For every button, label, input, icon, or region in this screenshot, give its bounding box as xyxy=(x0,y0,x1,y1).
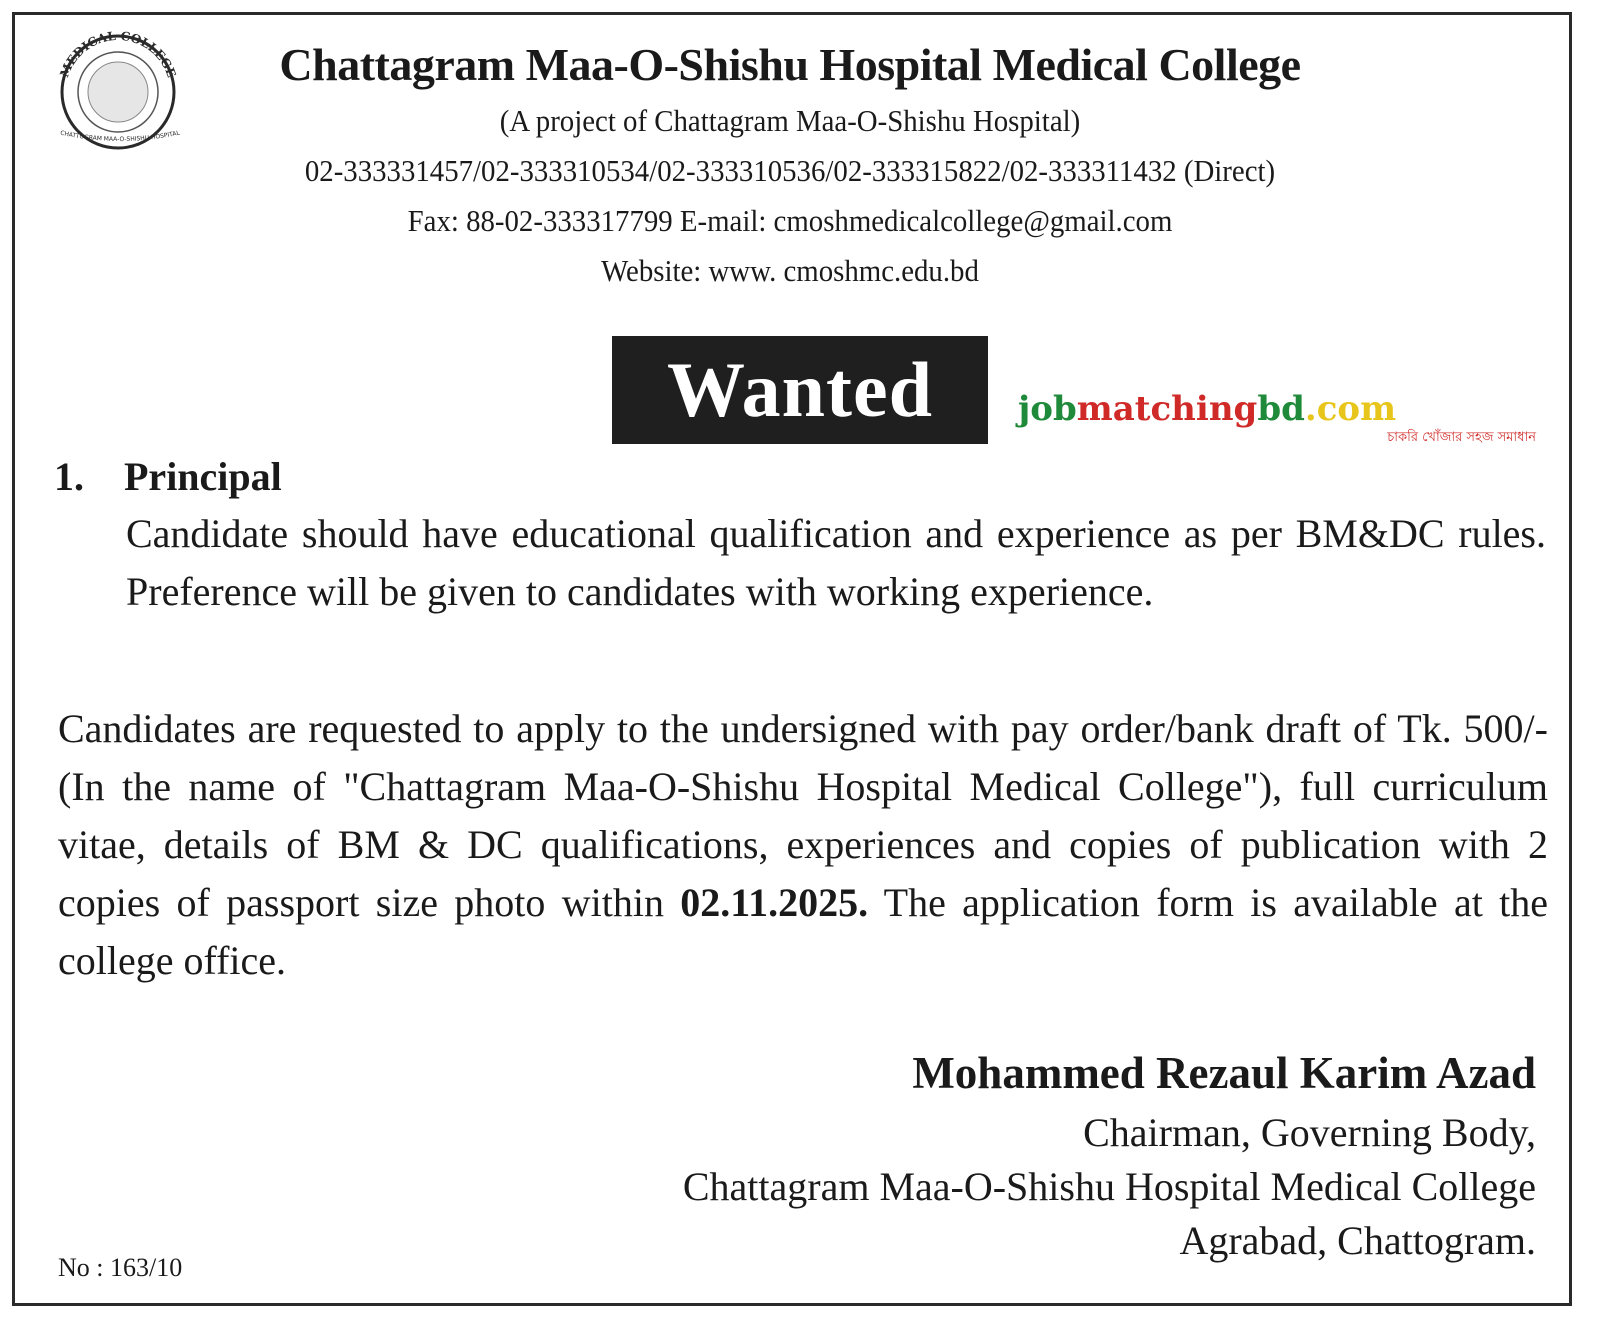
signature-block xyxy=(683,1040,1536,1268)
signatory-address: Agrabad, Chattogram. xyxy=(1179,1218,1536,1263)
letterhead xyxy=(200,34,1380,296)
college-name: Chattagram Maa-O-Shishu Hospital Medical College xyxy=(279,39,1301,90)
wanted-label: Wanted xyxy=(666,346,934,433)
college-seal-logo xyxy=(36,30,202,150)
website: Website: www. cmoshmc.edu.bd xyxy=(601,253,979,288)
project-line: (A project of Chattagram Maa-O-Shishu Hospital) xyxy=(499,103,1081,138)
position-number: 1. xyxy=(54,454,84,499)
wanted-banner xyxy=(612,336,988,444)
application-instructions: Candidates are requested to apply to the undersigned with pay order/bank draft of Tk. 500/- (In the name of "Chattagram Maa-O-Shishu Hospital Medical College"), full curriculum vitae, details of BM & DC qualifications, experiences and copies of publication with 2 copies of passport size photo within 02.11.2025. The application form is available at the college office. xyxy=(58,706,1549,983)
signatory-institution: Chattagram Maa-O-Shishu Hospital Medical College xyxy=(682,1164,1536,1209)
position-description: Candidate should have educational qualification and experience as per BM&DC rules. Preference will be given to candidates with working experience. xyxy=(126,511,1546,614)
seal-top-text: MEDICAL COLLEGE xyxy=(57,30,179,80)
seal-bottom-text: CHATTOGRAM MAA-O-SHISHU HOSPITAL xyxy=(59,129,181,144)
application-deadline: 02.11.2025. xyxy=(680,880,869,925)
position-title: Principal xyxy=(124,454,282,499)
watermark-tagline: চাকরি খোঁজার সহজ সমাধান xyxy=(1387,430,1536,445)
signatory-name: Mohammed Rezaul Karim Azad xyxy=(912,1048,1536,1098)
phone-numbers: 02-333331457/02-333310534/02-333310536/02-333315822/02-333311432 (Direct) xyxy=(304,153,1276,188)
fax-email: Fax: 88-02-333317799 E-mail: cmoshmedicalcollege@gmail.com xyxy=(407,203,1173,238)
signatory-designation: Chairman, Governing Body, xyxy=(1083,1110,1536,1155)
watermark-logo xyxy=(1018,390,1538,449)
watermark-text: jobmatchingbd.com xyxy=(1018,389,1397,429)
reference-number: No : 163/10 xyxy=(58,1253,183,1282)
position-heading xyxy=(54,452,282,502)
